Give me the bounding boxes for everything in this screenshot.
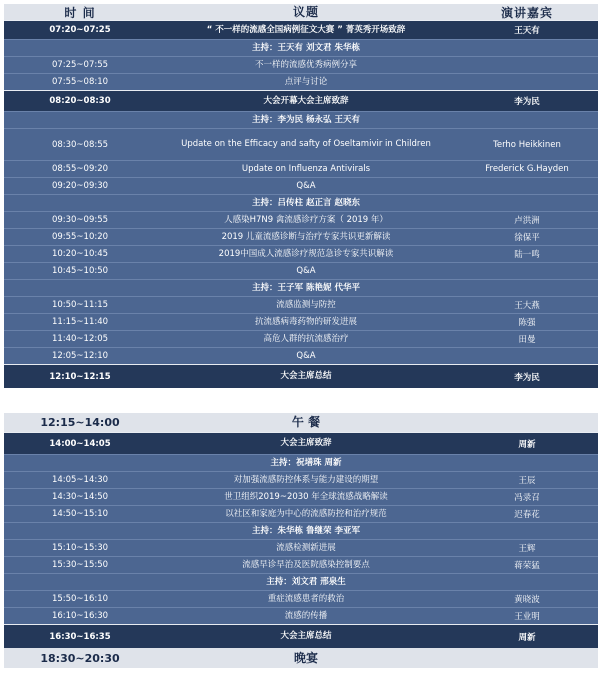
session-topic: 流感监测与防控	[276, 299, 336, 310]
session-topic: Q&A	[296, 265, 316, 276]
session-time: 09:55~10:20	[51, 232, 109, 242]
session-row	[4, 505, 598, 522]
session-topic: 世卫组织2019~2030 年全球流感战略解读	[224, 491, 388, 502]
session-row	[4, 471, 598, 488]
session-topic: 大会主席总结	[280, 631, 332, 641]
session-topic: 流感的传播	[284, 610, 328, 621]
agenda-table-morning	[4, 4, 598, 388]
session-topic: 大会主席总结	[280, 371, 332, 381]
session-topic: 点评与讨论	[284, 76, 328, 87]
session-row	[4, 177, 598, 194]
session-time: 07:20~07:25	[49, 25, 111, 35]
agenda-table-afternoon	[4, 413, 598, 668]
session-topic: 午 餐	[291, 415, 321, 429]
session-topic: 主持：王天有 刘文君 朱华栋	[252, 42, 360, 53]
session-topic: 主持：朱华栋 鲁继荣 李亚军	[252, 525, 360, 536]
session-topic: 主持：王子军 陈艳妮 代华平	[252, 282, 360, 293]
session-topic: Update on the Efficacy and safty of Oseltamivir in Children	[181, 139, 431, 149]
session-time: 12:10~12:15	[49, 371, 111, 382]
session-time: 14:05~14:30	[51, 475, 109, 485]
session-row	[4, 56, 598, 73]
session-time: 12:05~12:10	[51, 351, 109, 361]
session-time: 15:30~15:50	[51, 560, 109, 570]
session-time: 15:10~15:30	[51, 543, 109, 553]
session-row	[4, 624, 598, 648]
host-row	[4, 454, 598, 471]
session-row	[4, 262, 598, 279]
session-row	[4, 330, 598, 347]
session-topic: 2019 儿童流感诊断与治疗专家共识更新解读	[221, 231, 391, 242]
session-speaker: 陈强	[518, 318, 536, 328]
session-time: 12:15~14:00	[40, 416, 120, 429]
session-speaker: 王大燕	[514, 301, 540, 311]
host-row	[4, 522, 598, 539]
session-row	[4, 313, 598, 330]
header-time: 时 间	[64, 5, 96, 20]
session-topic: 大会主席致辞	[280, 438, 332, 448]
session-topic: 对加强流感防控体系与能力建设的期望	[233, 474, 379, 485]
session-topic: 主持：李为民 杨永弘 王天有	[252, 114, 360, 125]
session-row	[4, 211, 598, 228]
session-time: 11:15~11:40	[51, 317, 109, 327]
session-topic: 以社区和家庭为中心的流感防控和治疗规范	[225, 508, 387, 519]
session-speaker: 周新	[518, 632, 536, 643]
session-time: 16:30~16:35	[49, 631, 111, 642]
session-time: 10:20~10:45	[51, 249, 109, 259]
host-row	[4, 194, 598, 211]
session-speaker: 黄晓波	[514, 595, 540, 605]
host-row	[4, 279, 598, 296]
session-time: 18:30~20:30	[40, 651, 120, 665]
session-row	[4, 128, 598, 160]
session-topic: 抗流感病毒药物的研发进展	[254, 316, 357, 327]
session-row	[4, 539, 598, 556]
session-topic: 主持：祝墡珠 周新	[270, 457, 342, 468]
session-speaker: 冯录召	[514, 493, 540, 503]
session-time: 14:00~14:05	[49, 438, 111, 449]
session-topic: Q&A	[296, 180, 316, 191]
session-speaker: 王业明	[514, 612, 540, 622]
session-time: 11:40~12:05	[51, 334, 109, 344]
session-time: 08:30~08:55	[51, 139, 109, 150]
session-topic: 高危人群的抗流感治疗	[263, 333, 349, 344]
session-time: 09:20~09:30	[51, 181, 109, 191]
session-row	[4, 245, 598, 262]
session-row	[4, 432, 598, 454]
header-topic: 议题	[292, 4, 319, 19]
session-speaker: 迟春花	[514, 510, 540, 520]
session-row	[4, 160, 598, 177]
session-topic: “ 不一样的流感全国病例征文大赛 ” 菁英秀开场致辞	[206, 24, 406, 35]
session-time: 08:55~09:20	[51, 164, 109, 174]
session-topic: 重症流感患者的救治	[267, 593, 345, 604]
session-topic: 大会开幕大会主席致辞	[263, 95, 349, 106]
session-speaker: Frederick G.Hayden	[485, 164, 569, 174]
session-topic: 2019中国成人流感诊疗规范急诊专家共识解读	[218, 248, 394, 259]
session-speaker: 王天有	[514, 26, 540, 36]
header-speaker: 演讲嘉宾	[500, 5, 553, 20]
session-time: 14:30~14:50	[51, 492, 109, 502]
session-speaker: 李为民	[514, 97, 540, 107]
table-header	[4, 4, 598, 20]
session-speaker: 周新	[518, 439, 536, 450]
session-time: 10:50~11:15	[51, 300, 109, 310]
session-speaker: 李为民	[514, 372, 540, 383]
session-row	[4, 556, 598, 573]
session-topic: 主持：吕传柱 赵正言 赵晓东	[252, 197, 360, 208]
session-time: 07:55~08:10	[51, 77, 109, 87]
session-topic: 晚宴	[293, 650, 318, 665]
session-topic: 人感染H7N9 禽流感诊疗方案（ 2019 年）	[224, 214, 388, 225]
session-time: 09:30~09:55	[51, 215, 109, 225]
session-speaker: Terho Heikkinen	[493, 139, 561, 150]
session-speaker: 田曼	[518, 335, 536, 345]
session-speaker: 陆一鸣	[514, 250, 540, 260]
session-speaker: 徐保平	[514, 233, 540, 243]
host-row	[4, 111, 598, 128]
session-row	[4, 296, 598, 313]
session-row	[4, 590, 598, 607]
session-speaker: 王辉	[518, 544, 536, 554]
session-topic: 不一样的流感优秀病例分享	[254, 59, 357, 70]
session-topic: 主持：刘文君 邢泉生	[266, 576, 346, 587]
session-speaker: 蒋荣猛	[514, 561, 540, 571]
session-row	[4, 228, 598, 245]
host-row	[4, 573, 598, 590]
session-row	[4, 364, 598, 388]
session-topic: Update on Influenza Antivirals	[241, 163, 371, 174]
session-speaker: 卢洪洲	[514, 216, 540, 226]
session-time: 14:50~15:10	[51, 509, 109, 519]
session-topic: 流感检测新进展	[276, 542, 336, 553]
session-time: 07:25~07:55	[51, 60, 109, 70]
host-row	[4, 39, 598, 56]
break-row	[4, 648, 598, 668]
session-row	[4, 90, 598, 111]
session-time: 15:50~16:10	[51, 594, 109, 604]
session-time: 10:45~10:50	[51, 266, 109, 276]
session-topic: 流感早诊早治及医院感染控制要点	[242, 559, 370, 570]
session-time: 08:20~08:30	[49, 96, 111, 106]
break-row	[4, 413, 598, 432]
session-speaker: 王辰	[518, 476, 536, 486]
session-time: 16:10~16:30	[51, 611, 109, 621]
session-row	[4, 73, 598, 90]
session-topic: Q&A	[296, 350, 316, 361]
session-row	[4, 20, 598, 39]
session-row	[4, 347, 598, 364]
session-row	[4, 607, 598, 624]
session-row	[4, 488, 598, 505]
